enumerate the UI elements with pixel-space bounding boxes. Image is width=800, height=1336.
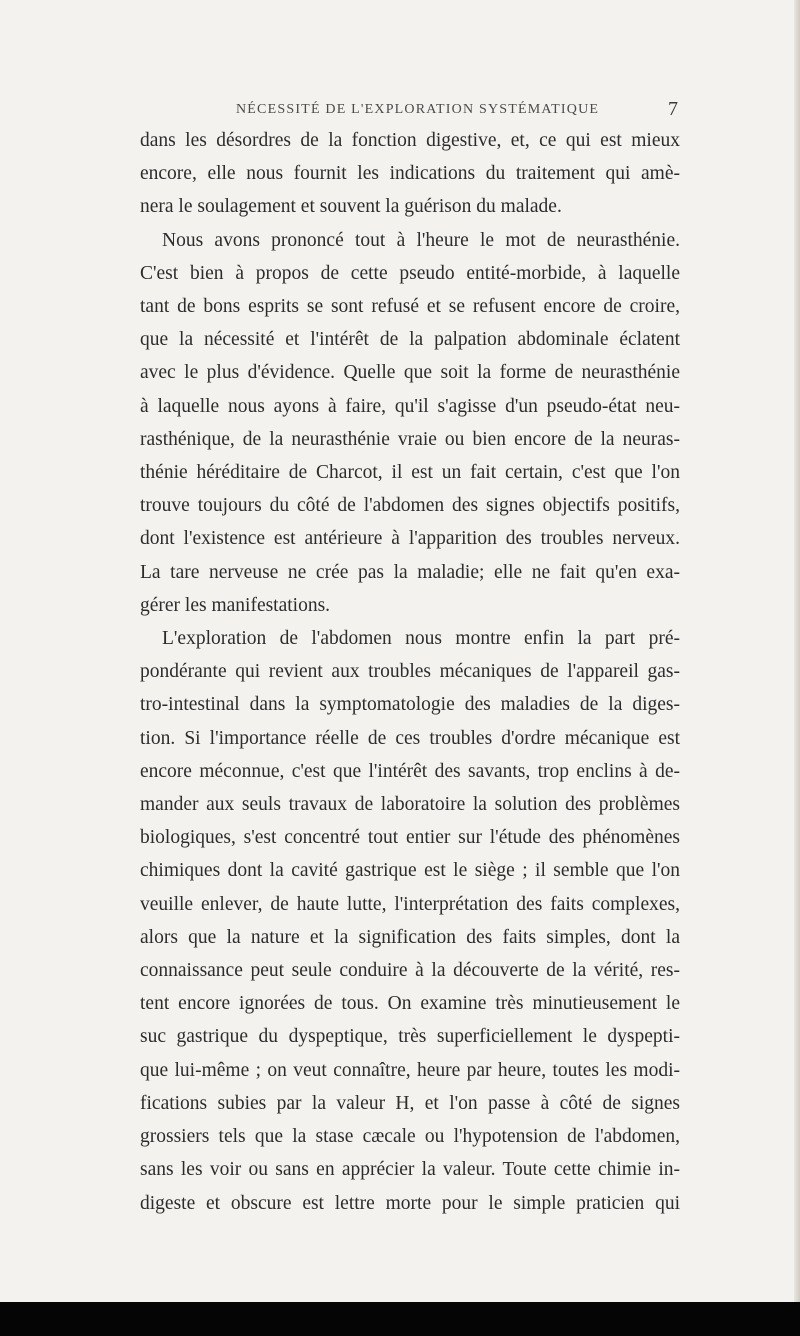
text-line: grossiers tels que la stase cæcale ou l'hypotension de l'abdomen,: [140, 1126, 680, 1148]
text-line: que lui-même ; on veut connaître, heure par heure, toutes les modi-: [140, 1059, 680, 1081]
text-line: thénie héréditaire de Charcot, il est un fait certain, c'est que l'on: [140, 462, 680, 484]
text-line: pondérante qui revient aux troubles mécaniques de l'appareil gas-: [140, 661, 680, 683]
text-line: mander aux seuls travaux de laboratoire la solution des problèmes: [140, 794, 680, 816]
text-line: à laquelle nous ayons à faire, qu'il s'agisse d'un pseudo-état neu-: [140, 395, 680, 417]
text-line: nera le soulagement et souvent la guérison du malade.: [140, 196, 562, 218]
text-line: biologiques, s'est concentré tout entier sur l'étude des phénomènes: [140, 827, 680, 849]
text-line: encore méconnue, c'est que l'intérêt des savants, trop enclins à de-: [140, 760, 680, 782]
text-line: C'est bien à propos de cette pseudo entité-morbide, à laquelle: [140, 262, 680, 284]
text-line: trouve toujours du côté de l'abdomen des signes objectifs positifs,: [140, 495, 680, 517]
text-line: fications subies par la valeur H, et l'on passe à côté de signes: [140, 1092, 680, 1114]
text-line: suc gastrique du dyspeptique, très superficiellement le dyspepti-: [140, 1026, 680, 1048]
page-edge: [794, 0, 800, 1336]
text-line: veuille enlever, de haute lutte, l'interprétation des faits complexes,: [140, 893, 680, 915]
text-line: tion. Si l'importance réelle de ces troubles d'ordre mécanique est: [140, 727, 680, 749]
text-line: L'exploration de l'abdomen nous montre enfin la part pré-: [162, 628, 680, 650]
text-line: alors que la nature et la signification des faits simples, dont la: [140, 926, 680, 948]
text-line: tro-intestinal dans la symptomatologie des maladies de la diges-: [140, 694, 680, 716]
text-line: dans les désordres de la fonction digestive, et, ce qui est mieux: [140, 130, 680, 151]
text-line: rasthénique, de la neurasthénie vraie ou bien encore de la neuras-: [140, 428, 680, 450]
text-line: encore, elle nous fournit les indications du traitement qui amè-: [140, 163, 680, 185]
page-number: 7: [668, 98, 678, 120]
text-line: sans les voir ou sans en apprécier la valeur. Toute cette chimie in-: [140, 1159, 680, 1181]
text-line: avec le plus d'évidence. Quelle que soit la forme de neurasthénie: [140, 362, 680, 384]
body-text: [140, 124, 680, 1220]
text-line: Nous avons prononcé tout à l'heure le mot de neurasthénie.: [162, 229, 680, 251]
text-line: tant de bons esprits se sont refusé et se refusent encore de croire,: [140, 296, 680, 318]
text-line: connaissance peut seule conduire à la découverte de la vérité, res-: [140, 960, 680, 982]
scan-border: [0, 1302, 800, 1336]
text-line: La tare nerveuse ne crée pas la maladie; elle ne fait qu'en exa-: [140, 561, 680, 583]
running-head: NÉCESSITÉ DE L'EXPLORATION SYSTÉMATIQUE: [236, 102, 600, 117]
text-line: chimiques dont la cavité gastrique est le siège ; il semble que l'on: [140, 860, 680, 882]
text-line: digeste et obscure est lettre morte pour le simple praticien qui: [140, 1192, 680, 1214]
text-line: gérer les manifestations.: [140, 594, 331, 616]
text-line: que la nécessité et l'intérêt de la palpation abdominale éclatent: [140, 329, 680, 351]
text-line: dont l'existence est antérieure à l'apparition des troubles nerveux.: [140, 528, 680, 550]
text-line: tent encore ignorées de tous. On examine très minutieusement le: [140, 993, 680, 1015]
